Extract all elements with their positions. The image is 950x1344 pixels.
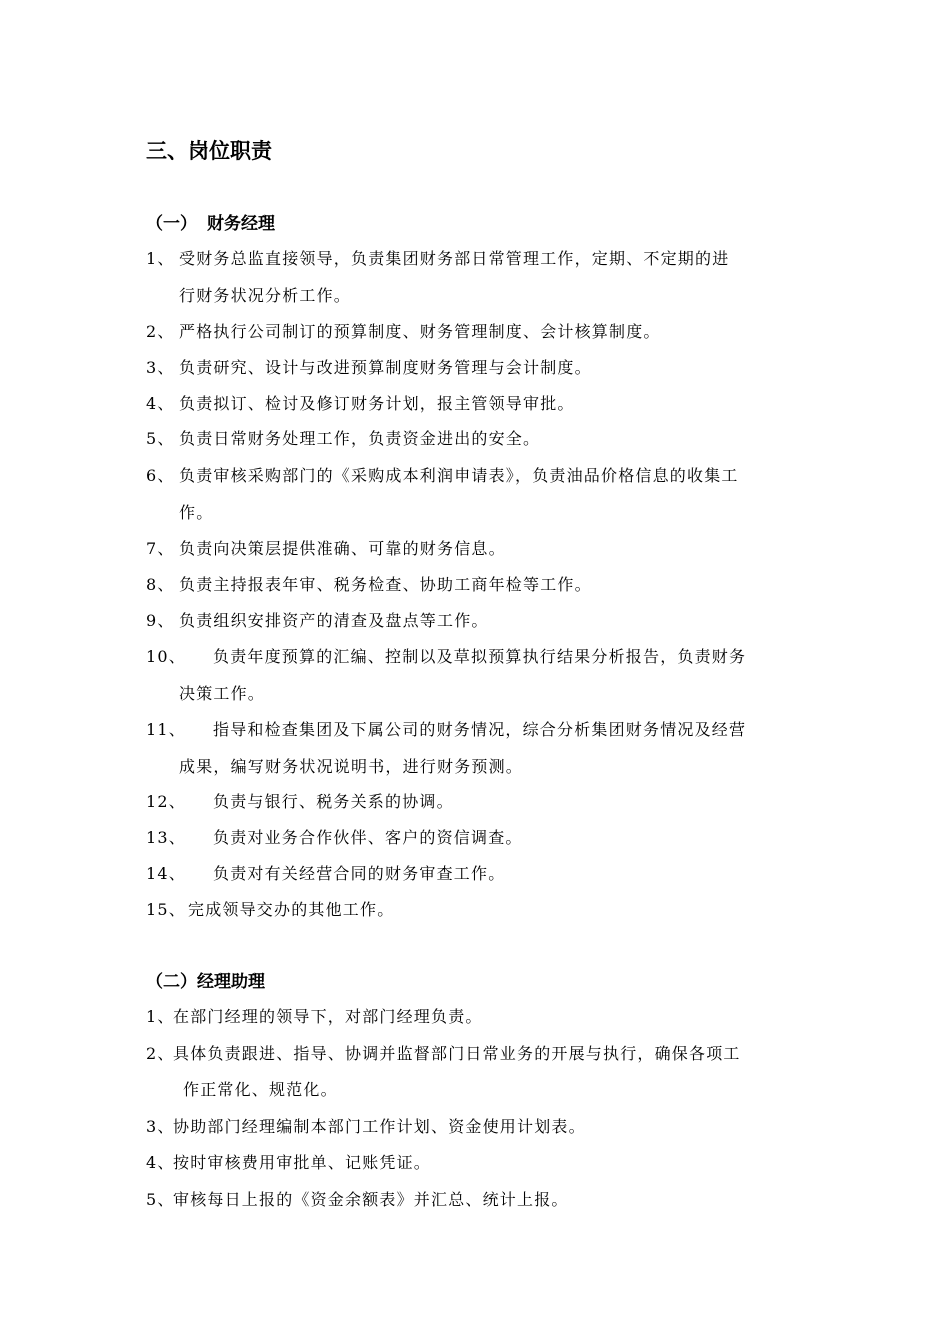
item-text: 负责对有关经营合同的财务审查工作。 (213, 864, 506, 883)
item-number: 1、 (146, 1007, 175, 1026)
item-text-continued: 作。 (179, 503, 214, 522)
item-number: 12、 (146, 792, 186, 811)
item-number: 3、 (146, 1117, 175, 1136)
item-text: 完成领导交办的其他工作。 (188, 900, 395, 919)
item-text: 负责审核采购部门的《采购成本利润申请表》，负责油品价格信息的收集工 (179, 466, 739, 485)
item-number: 1、 (146, 249, 175, 268)
item-text-continued: 成果，编写财务状况说明书，进行财务预测。 (179, 757, 524, 776)
heading-assistant-manager (146, 970, 265, 994)
item-number: 14、 (146, 864, 186, 883)
list-item (146, 1116, 586, 1138)
list-item (146, 646, 746, 668)
list-item (146, 827, 523, 849)
item-text: 负责向决策层提供准确、可靠的财务信息。 (179, 539, 506, 558)
list-item (146, 538, 506, 560)
list-item (146, 863, 505, 885)
list-item (146, 1006, 483, 1028)
heading-number: （二） (146, 972, 197, 992)
item-number: 7、 (146, 539, 175, 558)
item-text: 负责拟订、检讨及修订财务计划，报主管领导审批。 (179, 394, 575, 413)
item-text: 指导和检查集团及下属公司的财务情况，综合分析集团财务情况及经营 (213, 720, 747, 739)
heading-number: （一） (146, 214, 197, 234)
list-item (146, 357, 592, 379)
item-number: 15、 (146, 900, 186, 919)
item-text: 审核每日上报的《资金余额表》并汇总、统计上报。 (173, 1190, 569, 1209)
item-number: 13、 (146, 828, 186, 847)
list-item (146, 1152, 431, 1174)
item-text: 负责组织安排资产的清查及盘点等工作。 (179, 611, 489, 630)
item-number: 5、 (146, 1190, 175, 1209)
item-text: 负责日常财务处理工作，负责资金进出的安全。 (179, 429, 541, 448)
list-item (146, 791, 454, 813)
item-number: 2、 (146, 1044, 175, 1063)
item-text: 按时审核费用审批单、记账凭证。 (173, 1153, 432, 1172)
item-number: 5、 (146, 429, 175, 448)
item-text: 严格执行公司制订的预算制度、财务管理制度、会计核算制度。 (179, 322, 661, 341)
item-text: 负责主持报表年审、税务检查、协助工商年检等工作。 (179, 575, 592, 594)
heading-text: 经理助理 (197, 972, 265, 992)
item-number: 8、 (146, 575, 175, 594)
item-number: 10、 (146, 647, 186, 666)
section-title: 三、岗位职责 (146, 139, 272, 163)
item-number: 6、 (146, 466, 175, 485)
item-number: 4、 (146, 1153, 175, 1172)
list-item (146, 428, 540, 450)
item-number: 11、 (146, 720, 186, 739)
item-text: 负责与银行、税务关系的协调。 (213, 792, 454, 811)
list-item (146, 610, 489, 632)
list-item (146, 719, 746, 741)
list-item (146, 321, 661, 343)
item-number: 4、 (146, 394, 175, 413)
item-text: 具体负责跟进、指导、协调并监督部门日常业务的开展与执行，确保各项工 (173, 1044, 741, 1063)
list-item (146, 465, 739, 487)
item-text-continued: 作正常化、规范化。 (183, 1080, 338, 1099)
list-item (146, 248, 729, 270)
item-text-continued: 决策工作。 (179, 684, 266, 703)
heading-finance-manager (146, 212, 275, 236)
list-item (146, 1189, 569, 1211)
item-text: 负责年度预算的汇编、控制以及草拟预算执行结果分析报告，负责财务 (213, 647, 747, 666)
list-item (146, 899, 394, 921)
item-text: 协助部门经理编制本部门工作计划、资金使用计划表。 (173, 1117, 586, 1136)
item-number: 2、 (146, 322, 175, 341)
item-text: 在部门经理的领导下，对部门经理负责。 (173, 1007, 483, 1026)
list-item (146, 1043, 741, 1065)
list-item (146, 393, 575, 415)
item-number: 3、 (146, 358, 175, 377)
heading-text: 财务经理 (207, 214, 275, 234)
item-number: 9、 (146, 611, 175, 630)
list-item (146, 574, 592, 596)
item-text: 负责对业务合作伙伴、客户的资信调查。 (213, 828, 523, 847)
item-text-continued: 行财务状况分析工作。 (179, 286, 352, 305)
item-text: 受财务总监直接领导，负责集团财务部日常管理工作，定期、不定期的进 (179, 249, 730, 268)
item-text: 负责研究、设计与改进预算制度财务管理与会计制度。 (179, 358, 592, 377)
